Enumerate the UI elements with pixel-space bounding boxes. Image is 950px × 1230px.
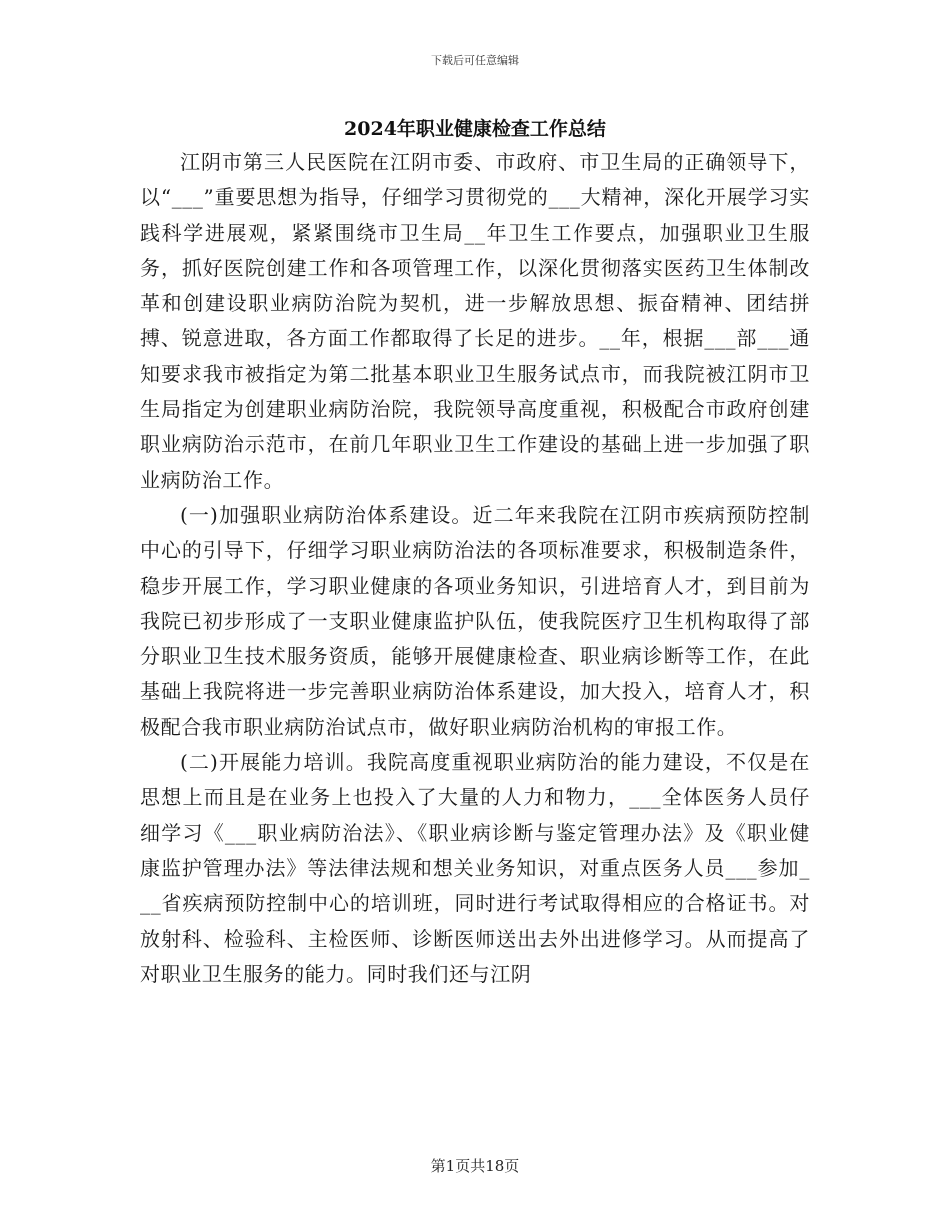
header-note: 下载后可任意编辑	[431, 54, 519, 67]
page-number: 第1页共18页	[430, 1157, 520, 1175]
document-body	[140, 145, 810, 992]
paragraph-intro: 江阴市第三人民医院在江阴市委、市政府、市卫生局的正确领导下，以“___”重要思想为指导，仔细学习贯彻党的___大精神，深化开展学习实践科学进展观，紧紧围绕市卫生局__年卫生工作要点，加强职业卫生服务，抓好医院创建工作和各项管理工作，以深化贯彻落实医药卫生体制改革和创建设职业病防治院为契机，进一步解放思想、振奋精神、团结拼搏、锐意进取，各方面工作都取得了长足的进步。__年，根据___部___通知要求我市被指定为第二批基本职业卫生服务试点市，而我院被江阴市卫生局指定为创建职业病防治院，我院领导高度重视，积极配合市政府创建职业病防治示范市，在前几年职业卫生工作建设的基础上进一步加强了职业病防治工作。	[140, 150, 810, 492]
paragraph-section-1: (一)加强职业病防治体系建设。近二年来我院在江阴市疾病预防控制中心的引导下，仔细学习职业病防治法的各项标准要求，积极制造条件，稳步开展工作，学习职业健康的各项业务知识，引进培育人才，到目前为我院已初步形成了一支职业健康监护队伍，使我院医疗卫生机构取得了部分职业卫生技术服务资质，能够开展健康检查、职业病诊断等工作，在此基础上我院将进一步完善职业病防治体系建设，加大投入，培育人才，积极配合我市职业病防治试点市，做好职业病防治机构的审报工作。	[140, 502, 810, 739]
paragraph-section-2: (二)开展能力培训。我院高度重视职业病防治的能力建设，不仅是在思想上而且是在业务上也投入了大量的人力和物力，___全体医务人员仔细学习《___职业病防治法》、《职业病诊断与鉴定管理办法》及《职业健康监护管理办法》等法律法规和想关业务知识，对重点医务人员___参加___省疾病预防控制中心的培训班，同时进行考试取得相应的合格证书。对放射科、检验科、主检医师、诊断医师送出去外出进修学习。从而提高了对职业卫生服务的能力。同时我们还与江阴	[140, 750, 810, 986]
document-title: 2024年职业健康检查工作总结	[344, 118, 606, 140]
